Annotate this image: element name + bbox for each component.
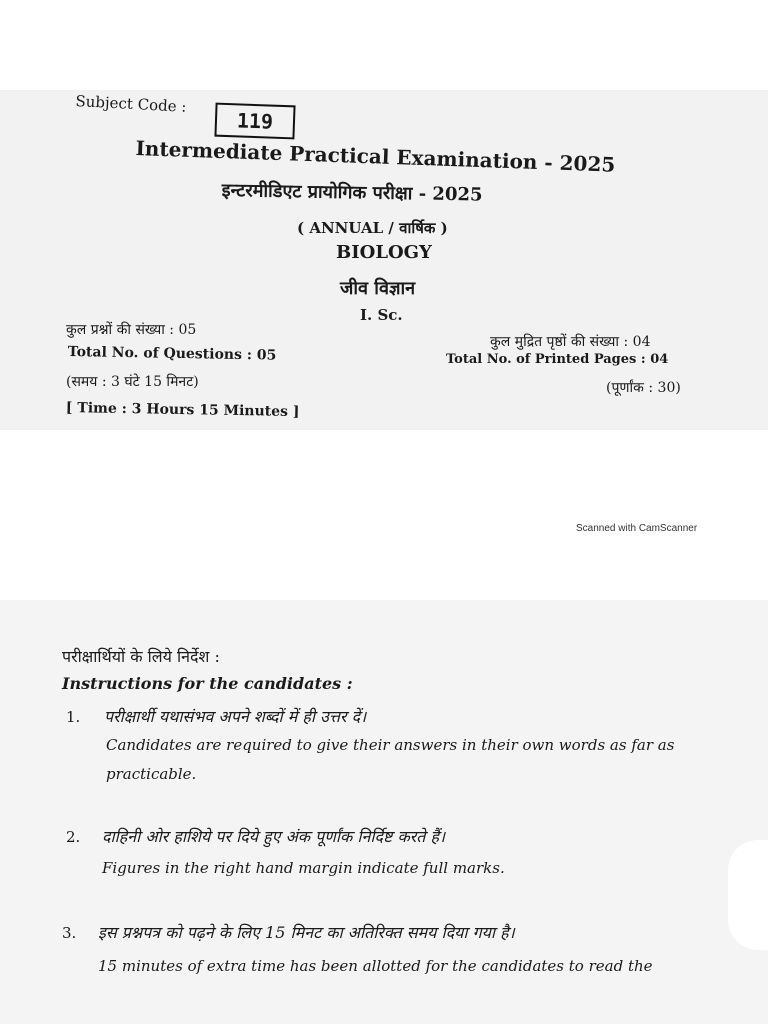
instruction-hindi: दाहिनी ओर हाशिये पर दिये हुए अंक पूर्णांक निर्दिष्ट करते हैं। bbox=[102, 827, 446, 846]
exam-title-english: Intermediate Practical Examination - 2025 bbox=[135, 136, 616, 177]
camscanner-watermark: Scanned with CamScanner bbox=[576, 523, 698, 534]
total-questions-hindi: कुल प्रश्नों की संख्या : 05 bbox=[66, 322, 197, 338]
instruction-number: 2. bbox=[66, 828, 81, 846]
instructions-heading-english: Instructions for the candidates : bbox=[62, 674, 353, 693]
subject-hindi: जीव विज्ञान bbox=[340, 278, 416, 299]
exam-type: ( ANNUAL / वार्षिक ) bbox=[297, 219, 448, 237]
subject-code-box: 119 bbox=[214, 103, 295, 140]
time-english: [ Time : 3 Hours 15 Minutes ] bbox=[65, 400, 300, 421]
instruction-english: 15 minutes of extra time has been allotted for the candidates to read the bbox=[98, 957, 653, 975]
instruction-number: 1. bbox=[66, 708, 81, 726]
instruction-english: Figures in the right hand margin indicate full marks. bbox=[102, 859, 505, 877]
stream-label: I. Sc. bbox=[360, 306, 403, 324]
instruction-hindi: इस प्रश्नपत्र को पढ़ने के लिए 15 मिनट का अतिरिक्त समय दिया गया है। bbox=[98, 923, 515, 942]
time-hindi: (समय : 3 घंटे 15 मिनट) bbox=[66, 374, 199, 390]
instruction-hindi: परीक्षार्थी यथासंभव अपने शब्दों में ही उत्तर दें। bbox=[104, 707, 367, 726]
total-questions-english: Total No. of Questions : 05 bbox=[67, 344, 277, 364]
instruction-number: 3. bbox=[62, 924, 77, 942]
printed-pages-english: Total No. of Printed Pages : 04 bbox=[446, 352, 669, 367]
full-marks-hindi: (पूर्णांक : 30) bbox=[606, 380, 681, 396]
instruction-english-continued: practicable. bbox=[106, 765, 197, 783]
instructions-heading-hindi: परीक्षार्थियों के लिये निर्देश : bbox=[62, 647, 220, 666]
subject-english: BIOLOGY bbox=[336, 242, 432, 263]
subject-code-label: Subject Code : bbox=[75, 92, 187, 116]
instruction-english: Candidates are required to give their answers in their own words as far as bbox=[106, 736, 675, 754]
exam-title-hindi: इन्टरमीडिएट प्रायोगिक परीक्षा - 2025 bbox=[221, 179, 483, 206]
printed-pages-hindi: कुल मुद्रित पृष्ठों की संख्या : 04 bbox=[490, 334, 651, 350]
scan-edge-artifact bbox=[728, 840, 768, 950]
